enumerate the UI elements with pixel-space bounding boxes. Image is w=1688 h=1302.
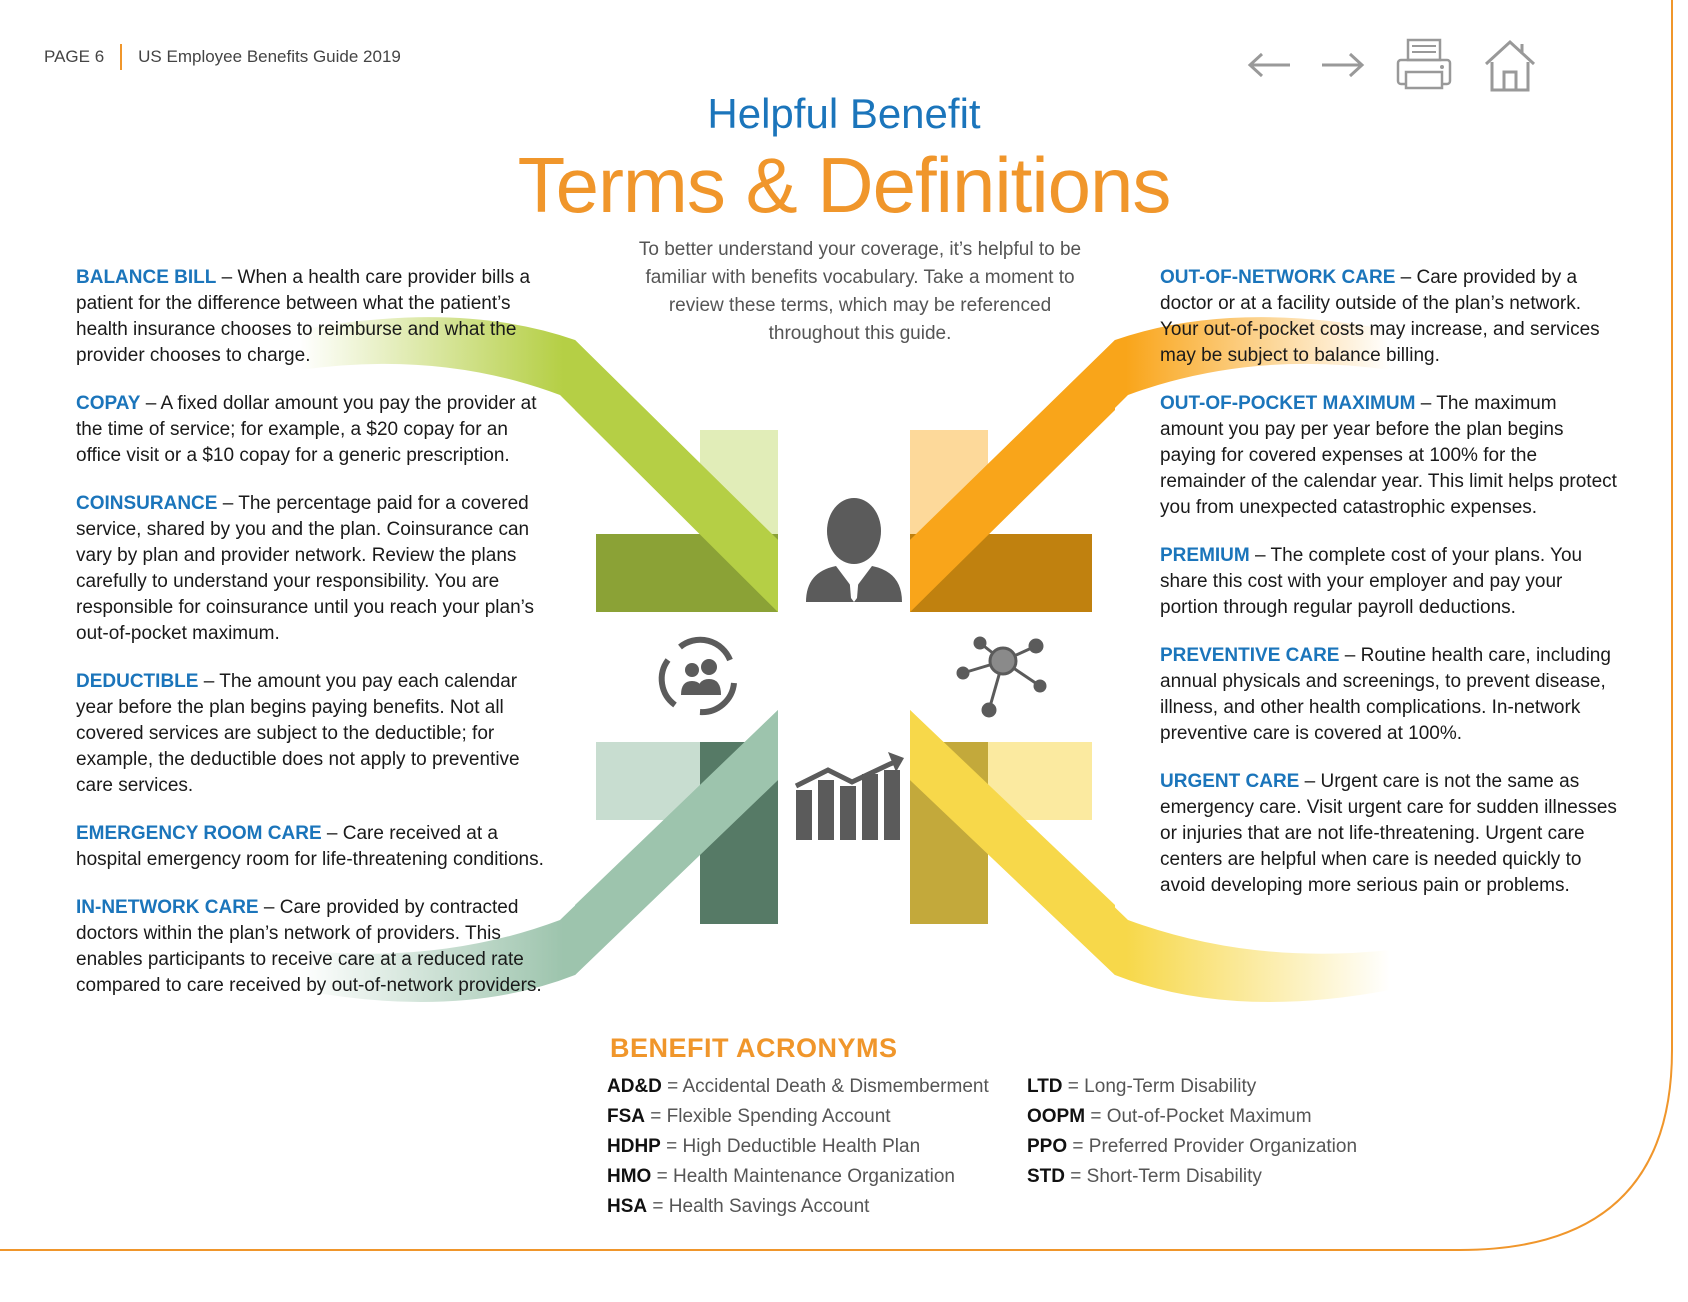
term-definition: – When a health care provider bills a patient for the difference between what the patient’s health insurance chooses to reimburse and what the provider chooses to charge. — [76, 267, 531, 366]
acronym-abbr: HMO — [607, 1166, 652, 1187]
acronyms-right-list — [1027, 1072, 1357, 1192]
acronym-meaning: = Short-Term Disability — [1065, 1166, 1262, 1187]
term-name: BALANCE BILL — [76, 267, 217, 288]
acronym-abbr: FSA — [607, 1106, 645, 1127]
term-definition: – Care received at a hospital emergency room for life-threatening conditions. — [76, 823, 544, 870]
page-subtitle: Helpful Benefit — [707, 90, 981, 137]
page-title: Terms & Definitions — [517, 141, 1171, 229]
person-icon — [806, 498, 902, 602]
term-name: PREVENTIVE CARE — [1160, 645, 1340, 666]
term-deductible — [76, 669, 546, 799]
acronyms-left-list — [607, 1072, 989, 1222]
term-definition: – Urgent care is not the same as emergency care. Visit urgent care for sudden illnesses or injuries that are not life-threatening. Urgent care centers are helpful when care is needed quickly to avoid developing more serious pain or problems. — [1160, 771, 1617, 896]
term-preventive-care — [1160, 643, 1620, 747]
bar-chart-icon — [796, 752, 904, 840]
acronym-abbr: HDHP — [607, 1136, 661, 1157]
left-terms-list — [76, 265, 546, 1021]
guide-title: US Employee Benefits Guide 2019 — [138, 47, 401, 66]
term-name: COPAY — [76, 393, 141, 414]
acronym-abbr: PPO — [1027, 1136, 1068, 1157]
term-definition: – A fixed dollar amount you pay the provider at the time of service; for example, a $20 copay for an office visit or a $10 copay for a generic prescription. — [76, 393, 537, 466]
term-name: IN-NETWORK CARE — [76, 897, 259, 918]
intro-text: To better understand your coverage, it’s helpful to be familiar with benefits vocabulary. Take a moment to review these terms, which may be referenced throughout this guide. — [638, 239, 1082, 344]
acronym-row — [607, 1072, 989, 1102]
term-copay — [76, 391, 546, 469]
acronym-abbr: OOPM — [1027, 1106, 1086, 1127]
acronym-meaning: = Health Maintenance Organization — [651, 1166, 955, 1187]
acronym-meaning: = High Deductible Health Plan — [660, 1136, 921, 1157]
term-name: DEDUCTIBLE — [76, 671, 199, 692]
term-name: EMERGENCY ROOM CARE — [76, 823, 322, 844]
term-definition: – Routine health care, including annual physicals and screenings, to prevent disease, illness, and other health complications. In-network preventive care is covered at 100%. — [1160, 645, 1611, 744]
acronym-row — [607, 1162, 989, 1192]
term-name: PREMIUM — [1160, 545, 1250, 566]
acronym-row — [1027, 1072, 1357, 1102]
term-out-of-network-care — [1160, 265, 1620, 369]
term-name: OUT-OF-NETWORK CARE — [1160, 267, 1396, 288]
acronym-meaning: = Accidental Death & Dismemberment — [661, 1076, 989, 1097]
acronym-row — [607, 1102, 989, 1132]
acronym-abbr: STD — [1027, 1166, 1065, 1187]
acronym-meaning: = Health Savings Account — [647, 1196, 870, 1217]
term-definition: – The percentage paid for a covered service, shared by you and the plan. Coinsurance can vary by plan and provider network. Review the plans carefully to understand your responsibility. You are responsible for coinsurance until you reach your plan’s out-of-pocket maximum. — [76, 493, 535, 644]
acronym-meaning: = Flexible Spending Account — [645, 1106, 891, 1127]
term-definition: – The complete cost of your plans. You share this cost with your employer and pay your portion through regular payroll deductions. — [1160, 545, 1583, 618]
acronym-meaning: = Out-of-Pocket Maximum — [1085, 1106, 1312, 1127]
acronym-abbr: HSA — [607, 1196, 648, 1217]
term-urgent-care — [1160, 769, 1620, 899]
network-icon — [958, 638, 1045, 716]
term-definition: – The amount you pay each calendar year before the plan begins paying benefits. Not all covered services are subject to the deductible; for example, the deductible does not apply to preventive care services. — [76, 671, 520, 796]
acronym-abbr: LTD — [1027, 1076, 1063, 1097]
term-emergency-room-care — [76, 821, 546, 873]
acronyms-heading: BENEFIT ACRONYMS — [610, 1033, 898, 1063]
term-definition: – The maximum amount you pay per year before the plan begins paying for covered expenses at 100% for the remainder of the calendar year. This limit helps protect you from unexpected catastrophic expenses. — [1160, 393, 1617, 518]
right-terms-list — [1160, 265, 1620, 921]
term-name: OUT-OF-POCKET MAXIMUM — [1160, 393, 1416, 414]
acronym-row — [1027, 1132, 1357, 1162]
acronym-meaning: = Preferred Provider Organization — [1067, 1136, 1358, 1157]
term-balance-bill — [76, 265, 546, 369]
acronym-row — [607, 1132, 989, 1162]
acronym-row — [1027, 1162, 1357, 1192]
term-out-of-pocket-maximum — [1160, 391, 1620, 521]
people-cycle-icon — [662, 640, 734, 712]
term-name: URGENT CARE — [1160, 771, 1300, 792]
term-definition: – Care provided by contracted doctors within the plan’s network of providers. This enables participants to receive care at a reduced rate compared to care received by out-of-network providers. — [76, 897, 542, 996]
page-number: PAGE 6 — [44, 47, 105, 66]
term-name: COINSURANCE — [76, 493, 218, 514]
acronym-abbr: AD&D — [607, 1076, 662, 1097]
acronym-row — [1027, 1102, 1357, 1132]
acronym-meaning: = Long-Term Disability — [1062, 1076, 1257, 1097]
term-definition: – Care provided by a doctor or at a facility outside of the plan’s network. Your out-of-pocket costs may increase, and services may be subject to balance billing. — [1160, 267, 1600, 366]
term-premium — [1160, 543, 1620, 621]
term-coinsurance — [76, 491, 546, 647]
term-in-network-care — [76, 895, 546, 999]
acronym-row — [607, 1192, 989, 1222]
